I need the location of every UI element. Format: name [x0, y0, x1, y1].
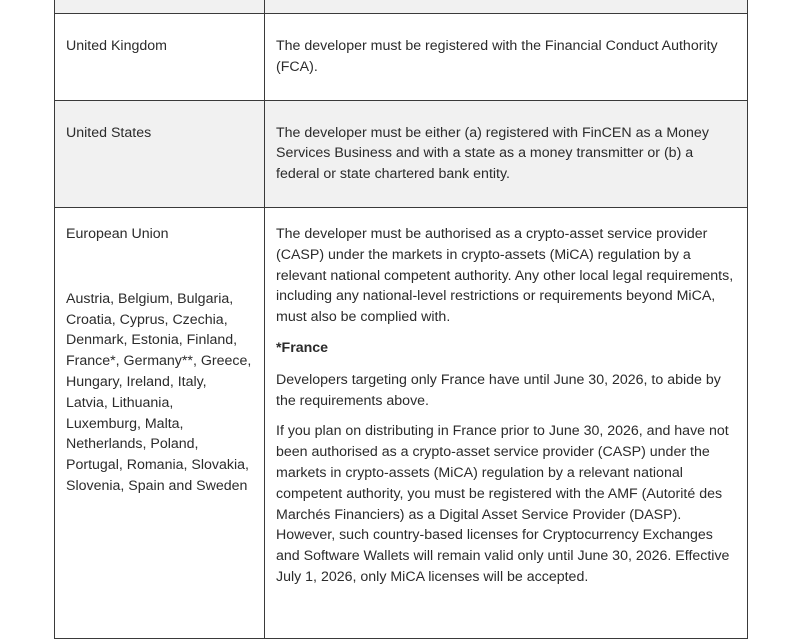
country-name: United Kingdom: [66, 38, 167, 54]
requirement-cell: [265, 207, 748, 638]
country-name: European Union: [66, 225, 169, 242]
country-cell: [55, 14, 265, 101]
requirement-cell: [265, 14, 748, 101]
table-cell: [265, 0, 748, 14]
france-heading: *France: [276, 339, 329, 356]
requirement-text: The developer must be either (a) registered with FinCEN as a Money Services Business and with a state as a money transmitter or (b) a federal or state chartered bank entity.: [276, 124, 709, 183]
table-row-united-states: [55, 100, 748, 207]
requirement-cell: [265, 100, 748, 207]
france-paragraph: If you plan on distributing in France prior to June 30, 2026, and have not been authorised as a crypto-asset service provider (CASP) under the markets in crypto-assets (MiCA) regulation by a relevant national competent authority, you must be registered with the AMF (Autorité des Marchés Financiers) as a Digital Asset Service Provider (DASP). However, such country-based licenses for Cryptocurrency Exchanges and Software Wallets will remain valid only until June 30, 2026. Effective July 1, 2026, only MiCA licenses will be accepted.: [276, 423, 730, 585]
country-cell: [55, 100, 265, 207]
country-cell: [55, 207, 265, 638]
eu-member-states-list: Austria, Belgium, Bulgaria, Croatia, Cyprus, Czechia, Denmark, Estonia, Finland, France*, Germany**, Greece, Hungary, Ireland, Italy, Latvia, Lithuania, Luxemburg, Malta, Netherlands, Poland, Portugal, Romania, Slovakia, Slovenia, Spain and Sweden: [66, 290, 252, 494]
requirement-text: The developer must be authorised as a crypto-asset service provider (CASP) under the markets in crypto-assets (MiCA) regulation by a relevant national competent authority. Any other local legal requirements, including any national-level restrictions or requirements beyond MiCA, must also be complied with.: [276, 225, 734, 326]
requirement-text: The developer must be registered with the Financial Conduct Authority (FCA).: [276, 38, 718, 75]
country-name: United States: [66, 124, 152, 141]
table-row-european-union: [55, 207, 748, 638]
table-cell: [55, 0, 265, 14]
france-paragraph: Developers targeting only France have until June 30, 2026, to abide by the requirements above.: [276, 371, 721, 409]
country-requirements-table: [54, 0, 748, 639]
table-row-united-kingdom: [55, 14, 748, 101]
table-row: [55, 0, 748, 14]
